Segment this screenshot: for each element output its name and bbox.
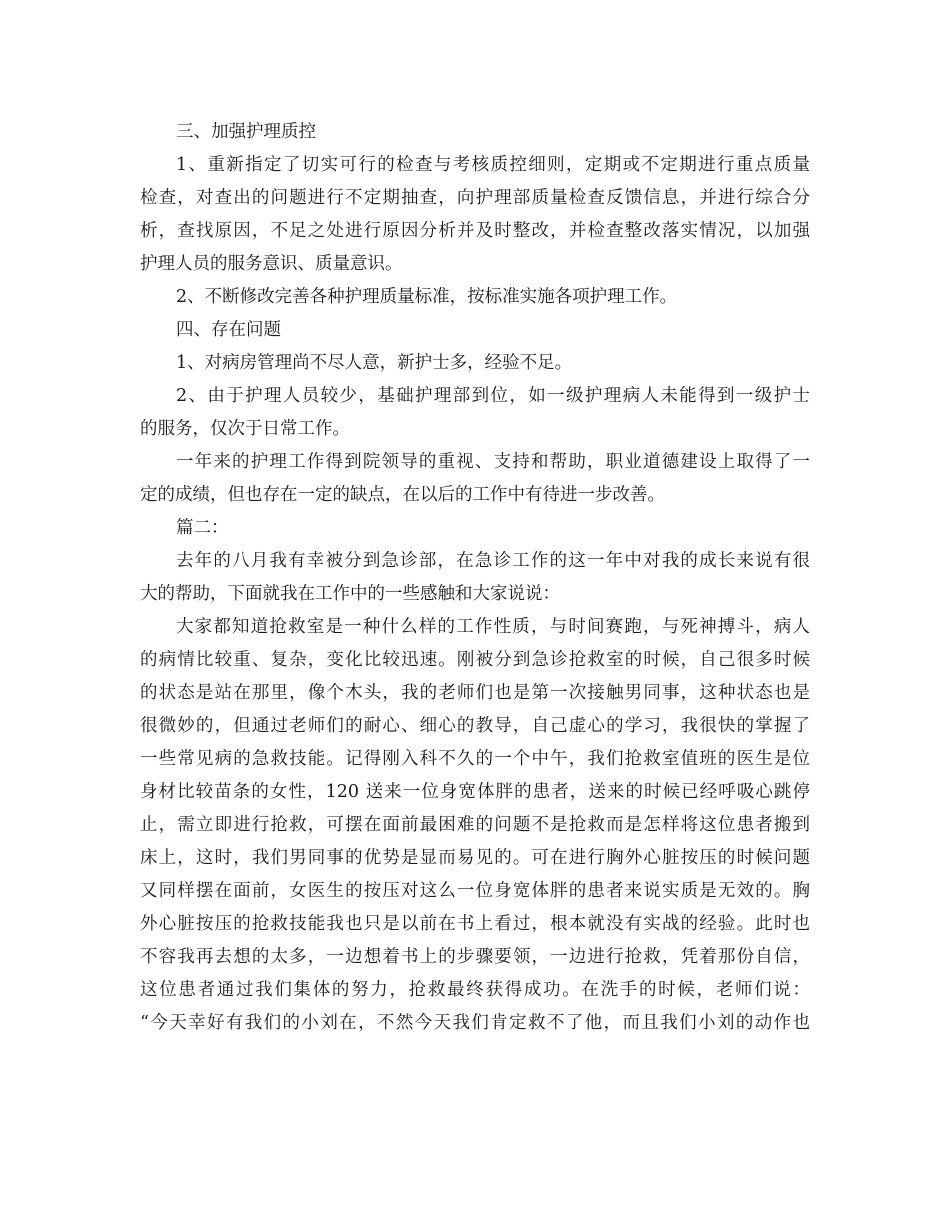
- document-line: 护理人员的服务意识、质量意识。: [140, 254, 403, 274]
- document-line: 的服务，仅次于日常工作。: [140, 419, 350, 439]
- document-line: 定的成绩，但也存在一定的缺点，在以后的工作中有待进一步改善。: [140, 485, 665, 505]
- document-line: 一些常见病的急救技能。记得刚入科不久的一个中午，我们抢救室值班的医生是位: [140, 749, 810, 769]
- document-line: 1、对病房管理尚不尽人意，新护士多，经验不足。: [176, 353, 573, 373]
- document-line: 这位患者通过我们集体的努力，抢救最终获得成功。在洗手的时候，老师们说：: [140, 980, 810, 1000]
- document-line: 三、加强护理质控: [176, 122, 316, 142]
- document-line: 四、存在问题: [176, 320, 281, 340]
- document-line: 2、由于护理人员较少，基础护理部到位，如一级护理病人未能得到一级护士: [176, 386, 810, 406]
- document-line: 很微妙的，但通过老师们的耐心、细心的教导，自己虚心的学习，我很快的掌握了: [140, 716, 810, 736]
- document-line: 止，需立即进行抢救，可摆在面前最困难的问题不是抢救而是怎样将这位患者搬到: [140, 815, 810, 835]
- document-line: 一年来的护理工作得到院领导的重视、支持和帮助，职业道德建设上取得了一: [176, 452, 810, 472]
- document-line: 去年的八月我有幸被分到急诊部，在急诊工作的这一年中对我的成长来说有很: [176, 551, 810, 571]
- document-line: 2、不断修改完善各种护理质量标准，按标准实施各项护理工作。: [176, 287, 678, 307]
- document-line: 又同样摆在面前，女医生的按压对这么一位身宽体胖的患者来说实质是无效的。胸: [140, 881, 810, 901]
- document-line: 大家都知道抢救室是一种什么样的工作性质，与时间赛跑，与死神搏斗，病人: [176, 617, 810, 637]
- document-line: 析，查找原因，不足之处进行原因分析并及时整改，并检查整改落实情况，以加强: [140, 221, 810, 241]
- document-line: 的病情比较重、复杂，变化比较迅速。刚被分到急诊抢救室的时候，自己很多时候: [140, 650, 810, 670]
- document-line: 外心脏按压的抢救技能我也只是以前在书上看过，根本就没有实战的经验。此时也: [140, 914, 810, 934]
- document-line: 1、重新指定了切实可行的检查与考核质控细则，定期或不定期进行重点质量: [176, 155, 810, 175]
- document-line: 床上，这时，我们男同事的优势是显而易见的。可在进行胸外心脏按压的时候问题: [140, 848, 810, 868]
- document-line: 检查，对查出的问题进行不定期抽查，向护理部质量检查反馈信息，并进行综合分: [140, 188, 810, 208]
- document-line: 篇二：: [176, 518, 229, 538]
- document-line: “今天幸好有我们的小刘在，不然今天我们肯定救不了他，而且我们小刘的动作也: [140, 1013, 810, 1033]
- document-line: 大的帮助，下面就我在工作中的一些感触和大家说说：: [140, 584, 560, 604]
- document-line: 身材比较苗条的女性，120 送来一位身宽体胖的患者，送来的时候已经呼吸心跳停: [140, 782, 810, 802]
- document-line: 不容我再去想的太多，一边想着书上的步骤要领，一边进行抢救，凭着那份自信，: [140, 947, 810, 967]
- document-line: 的状态是站在那里，像个木头，我的老师们也是第一次接触男同事，这种状态也是: [140, 683, 810, 703]
- document-body: [140, 116, 810, 1040]
